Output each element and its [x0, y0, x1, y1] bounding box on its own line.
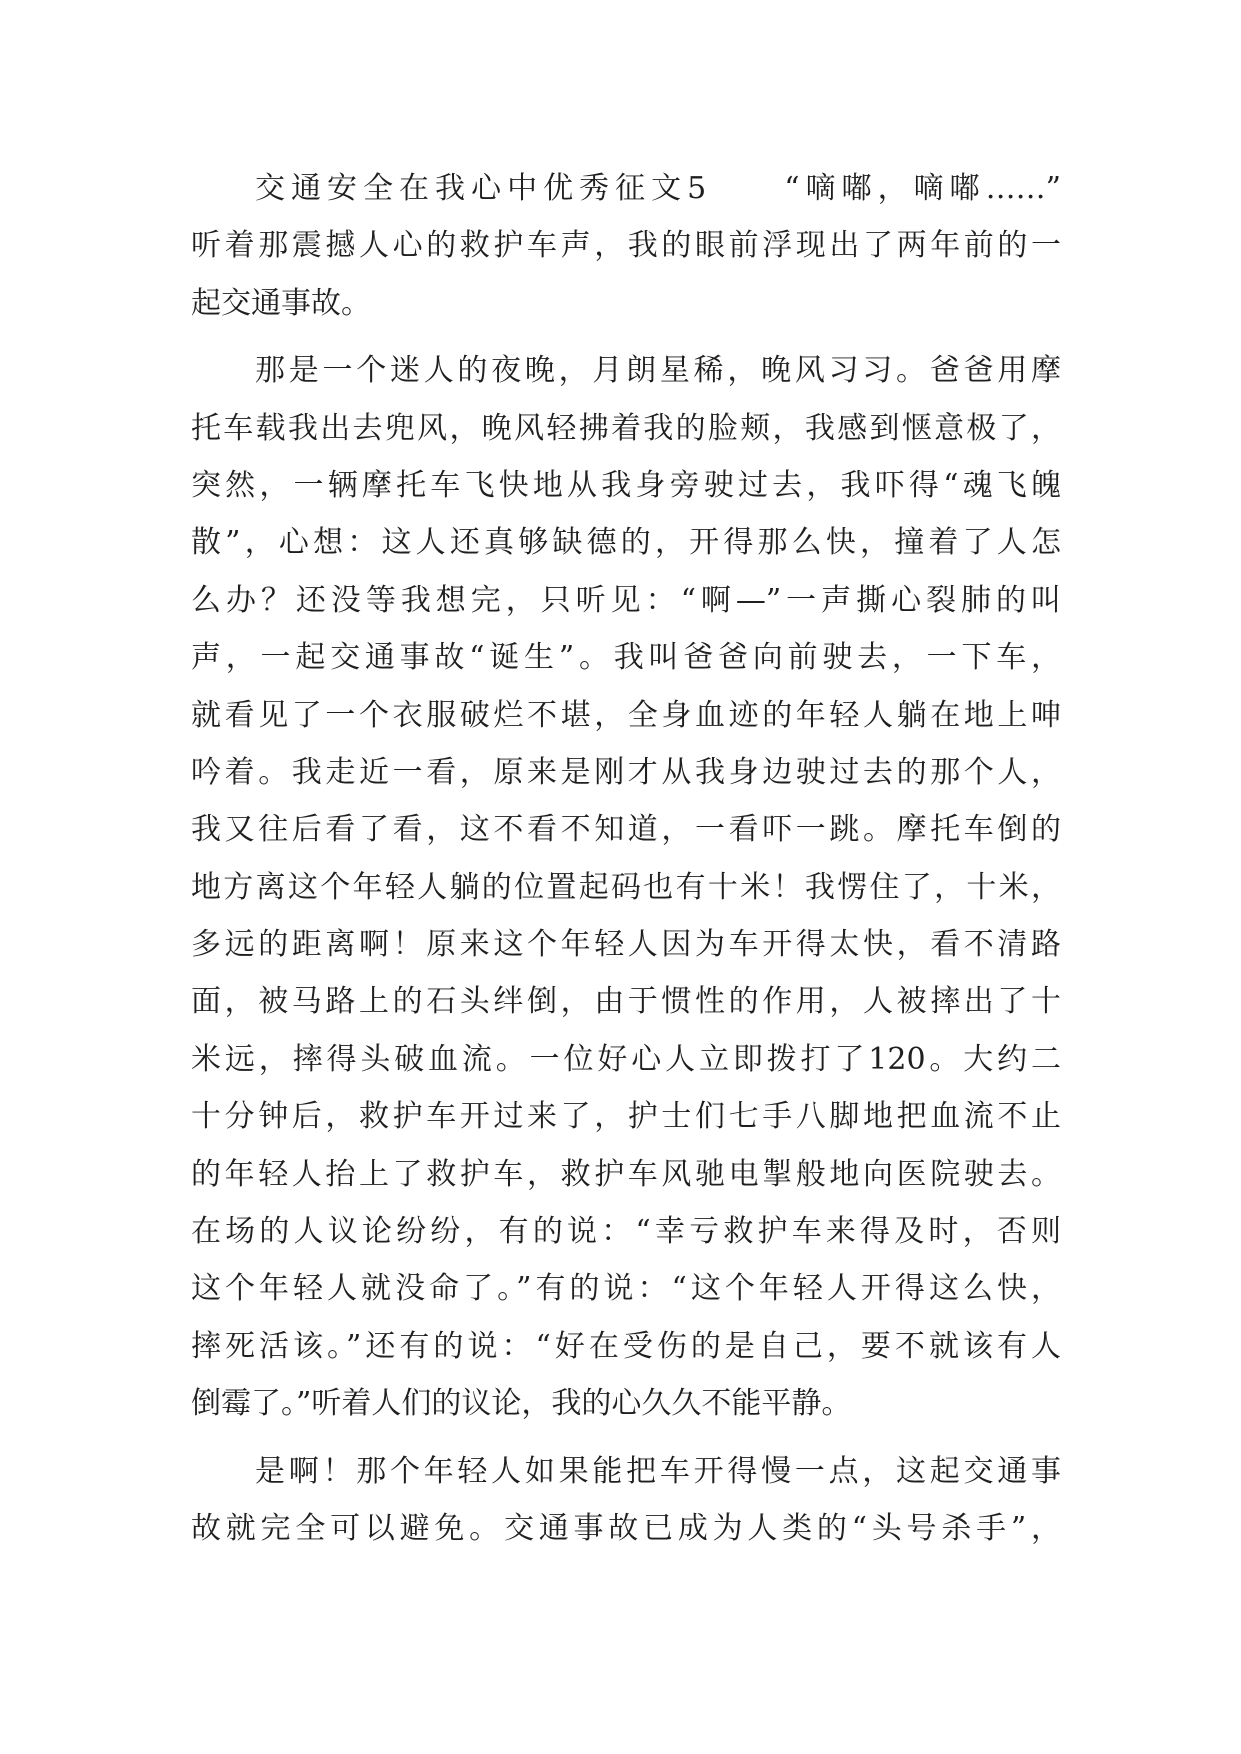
text-line: 突然，一辆摩托车飞快地从我身旁驶过去，我吓得“魂飞魄 [191, 467, 1061, 503]
text-line: 的年轻人抬上了救护车，救护车风驰电掣般地向医院驶去。 [191, 1156, 1061, 1192]
text-line: 我又往后看了看，这不看不知道，一看吓一跳。摩托车倒的 [191, 812, 1061, 848]
text-line: 听着那震撼人心的救护车声，我的眼前浮现出了两年前的一 [191, 228, 1061, 264]
text-line: 米远，摔得头破血流。一位好心人立即拨打了120。大约二 [191, 1041, 1061, 1077]
text-line: 托车载我出去兜风，晚风轻拂着我的脸颊，我感到惬意极了， [191, 410, 1061, 446]
text-line: 故就完全可以避免。交通事故已成为人类的“头号杀手”， [191, 1510, 1061, 1546]
text-line: 吟着。我走近一看，原来是刚才从我身边驶过去的那个人， [191, 754, 1061, 790]
essay-body [191, 160, 1061, 1557]
text-line: 交通安全在我心中优秀征文5 “嘀嘟，嘀嘟……” [255, 171, 1061, 206]
text-line: 面，被马路上的石头绊倒，由于惯性的作用，人被摔出了十 [191, 984, 1061, 1020]
text-line: 起交通事故。 [191, 285, 371, 321]
text-line: 十分钟后，救护车开过来了，护士们七手八脚地把血流不止 [191, 1099, 1061, 1135]
text-line: 多远的距离啊！原来这个年轻人因为车开得太快，看不清路 [191, 927, 1061, 963]
text-line: 这个年轻人就没命了。”有的说：“这个年轻人开得这么快， [191, 1271, 1061, 1307]
text-line: 就看见了一个衣服破烂不堪，全身血迹的年轻人躺在地上呻 [191, 697, 1061, 733]
text-line: 声，一起交通事故“诞生”。我叫爸爸向前驶去，一下车， [191, 640, 1061, 676]
text-line: 么办？还没等我想完，只听见：“啊—”一声撕心裂肺的叫 [191, 582, 1061, 618]
text-line: 地方离这个年轻人躺的位置起码也有十米！我愣住了，十米， [191, 869, 1061, 905]
text-line: 是啊！那个年轻人如果能把车开得慢一点，这起交通事 [255, 1453, 1061, 1489]
text-line: 散”，心想：这人还真够缺德的，开得那么快，撞着了人怎 [191, 525, 1061, 561]
text-line: 倒霉了。”听着人们的议论，我的心久久不能平静。 [191, 1386, 852, 1422]
text-line: 摔死活该。”还有的说：“好在受伤的是自己，要不就该有人 [191, 1328, 1061, 1364]
text-line: 在场的人议论纷纷，有的说：“幸亏救护车来得及时，否则 [191, 1214, 1061, 1250]
text-line: 那是一个迷人的夜晚，月朗星稀，晚风习习。爸爸用摩 [255, 353, 1061, 389]
